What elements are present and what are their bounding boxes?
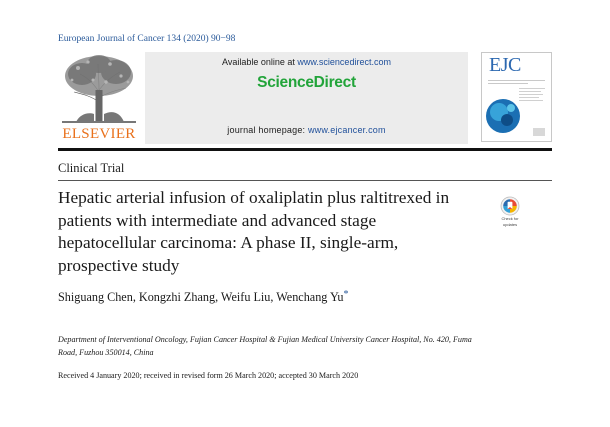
check-updates-label-line: updates — [502, 221, 518, 227]
author-list — [58, 289, 349, 305]
corresponding-author-marker[interactable]: * — [343, 289, 349, 300]
affiliation-line: Department of Interventional Oncology, Fujian Cancer Hospital & Fujian Medical University Cancer Hospital, No. 420, Fuma — [58, 335, 472, 344]
article-title — [58, 187, 483, 277]
article-type: Clinical Trial — [58, 161, 125, 175]
journal-homepage-prefix: journal homepage: — [227, 125, 308, 135]
available-online-prefix: Available online at — [222, 57, 298, 67]
check-for-updates-icon — [500, 196, 520, 216]
journal-cover-title: EJC — [489, 54, 521, 76]
journal-header — [58, 52, 552, 144]
elsevier-tree-logo-icon — [58, 52, 140, 126]
journal-homepage-link[interactable]: www.ejcancer.com — [307, 125, 386, 135]
author-affiliation — [58, 333, 518, 359]
article-type-divider — [58, 180, 552, 181]
sciencedirect-link[interactable]: www.sciencedirect.com — [297, 57, 391, 67]
header-divider — [58, 148, 552, 151]
check-for-updates-button[interactable] — [497, 196, 523, 226]
check-updates-label-line: Check for — [501, 216, 519, 221]
affiliation-line: Road, Fuzhou 350014, China — [58, 348, 154, 357]
title-line: hepatocellular carcinoma: A phase II, single-arm, — [58, 233, 399, 252]
journal-cover-thumbnail[interactable] — [481, 52, 552, 142]
author-names: Shiguang Chen, Kongzhi Zhang, Weifu Liu, Wenchang Yu — [58, 290, 344, 304]
title-line: patients with intermediate and advanced stage — [58, 210, 377, 230]
elsevier-wordmark: ELSEVIER — [62, 126, 136, 142]
sciencedirect-banner — [145, 52, 468, 144]
title-line: prospective study — [58, 255, 180, 275]
elsevier-logo[interactable] — [58, 52, 140, 144]
available-online-text — [145, 57, 468, 67]
journal-homepage-text — [145, 125, 468, 135]
title-line: Hepatic arterial infusion of oxaliplatin plus raltitrexed in — [58, 188, 450, 207]
journal-citation[interactable]: European Journal of Cancer 134 (2020) 90−98 — [58, 34, 236, 44]
sciencedirect-logo[interactable]: ScienceDirect — [257, 74, 356, 91]
article-history: Received 4 January 2020; received in revised form 26 March 2020; accepted 30 March 2020 — [58, 371, 359, 380]
